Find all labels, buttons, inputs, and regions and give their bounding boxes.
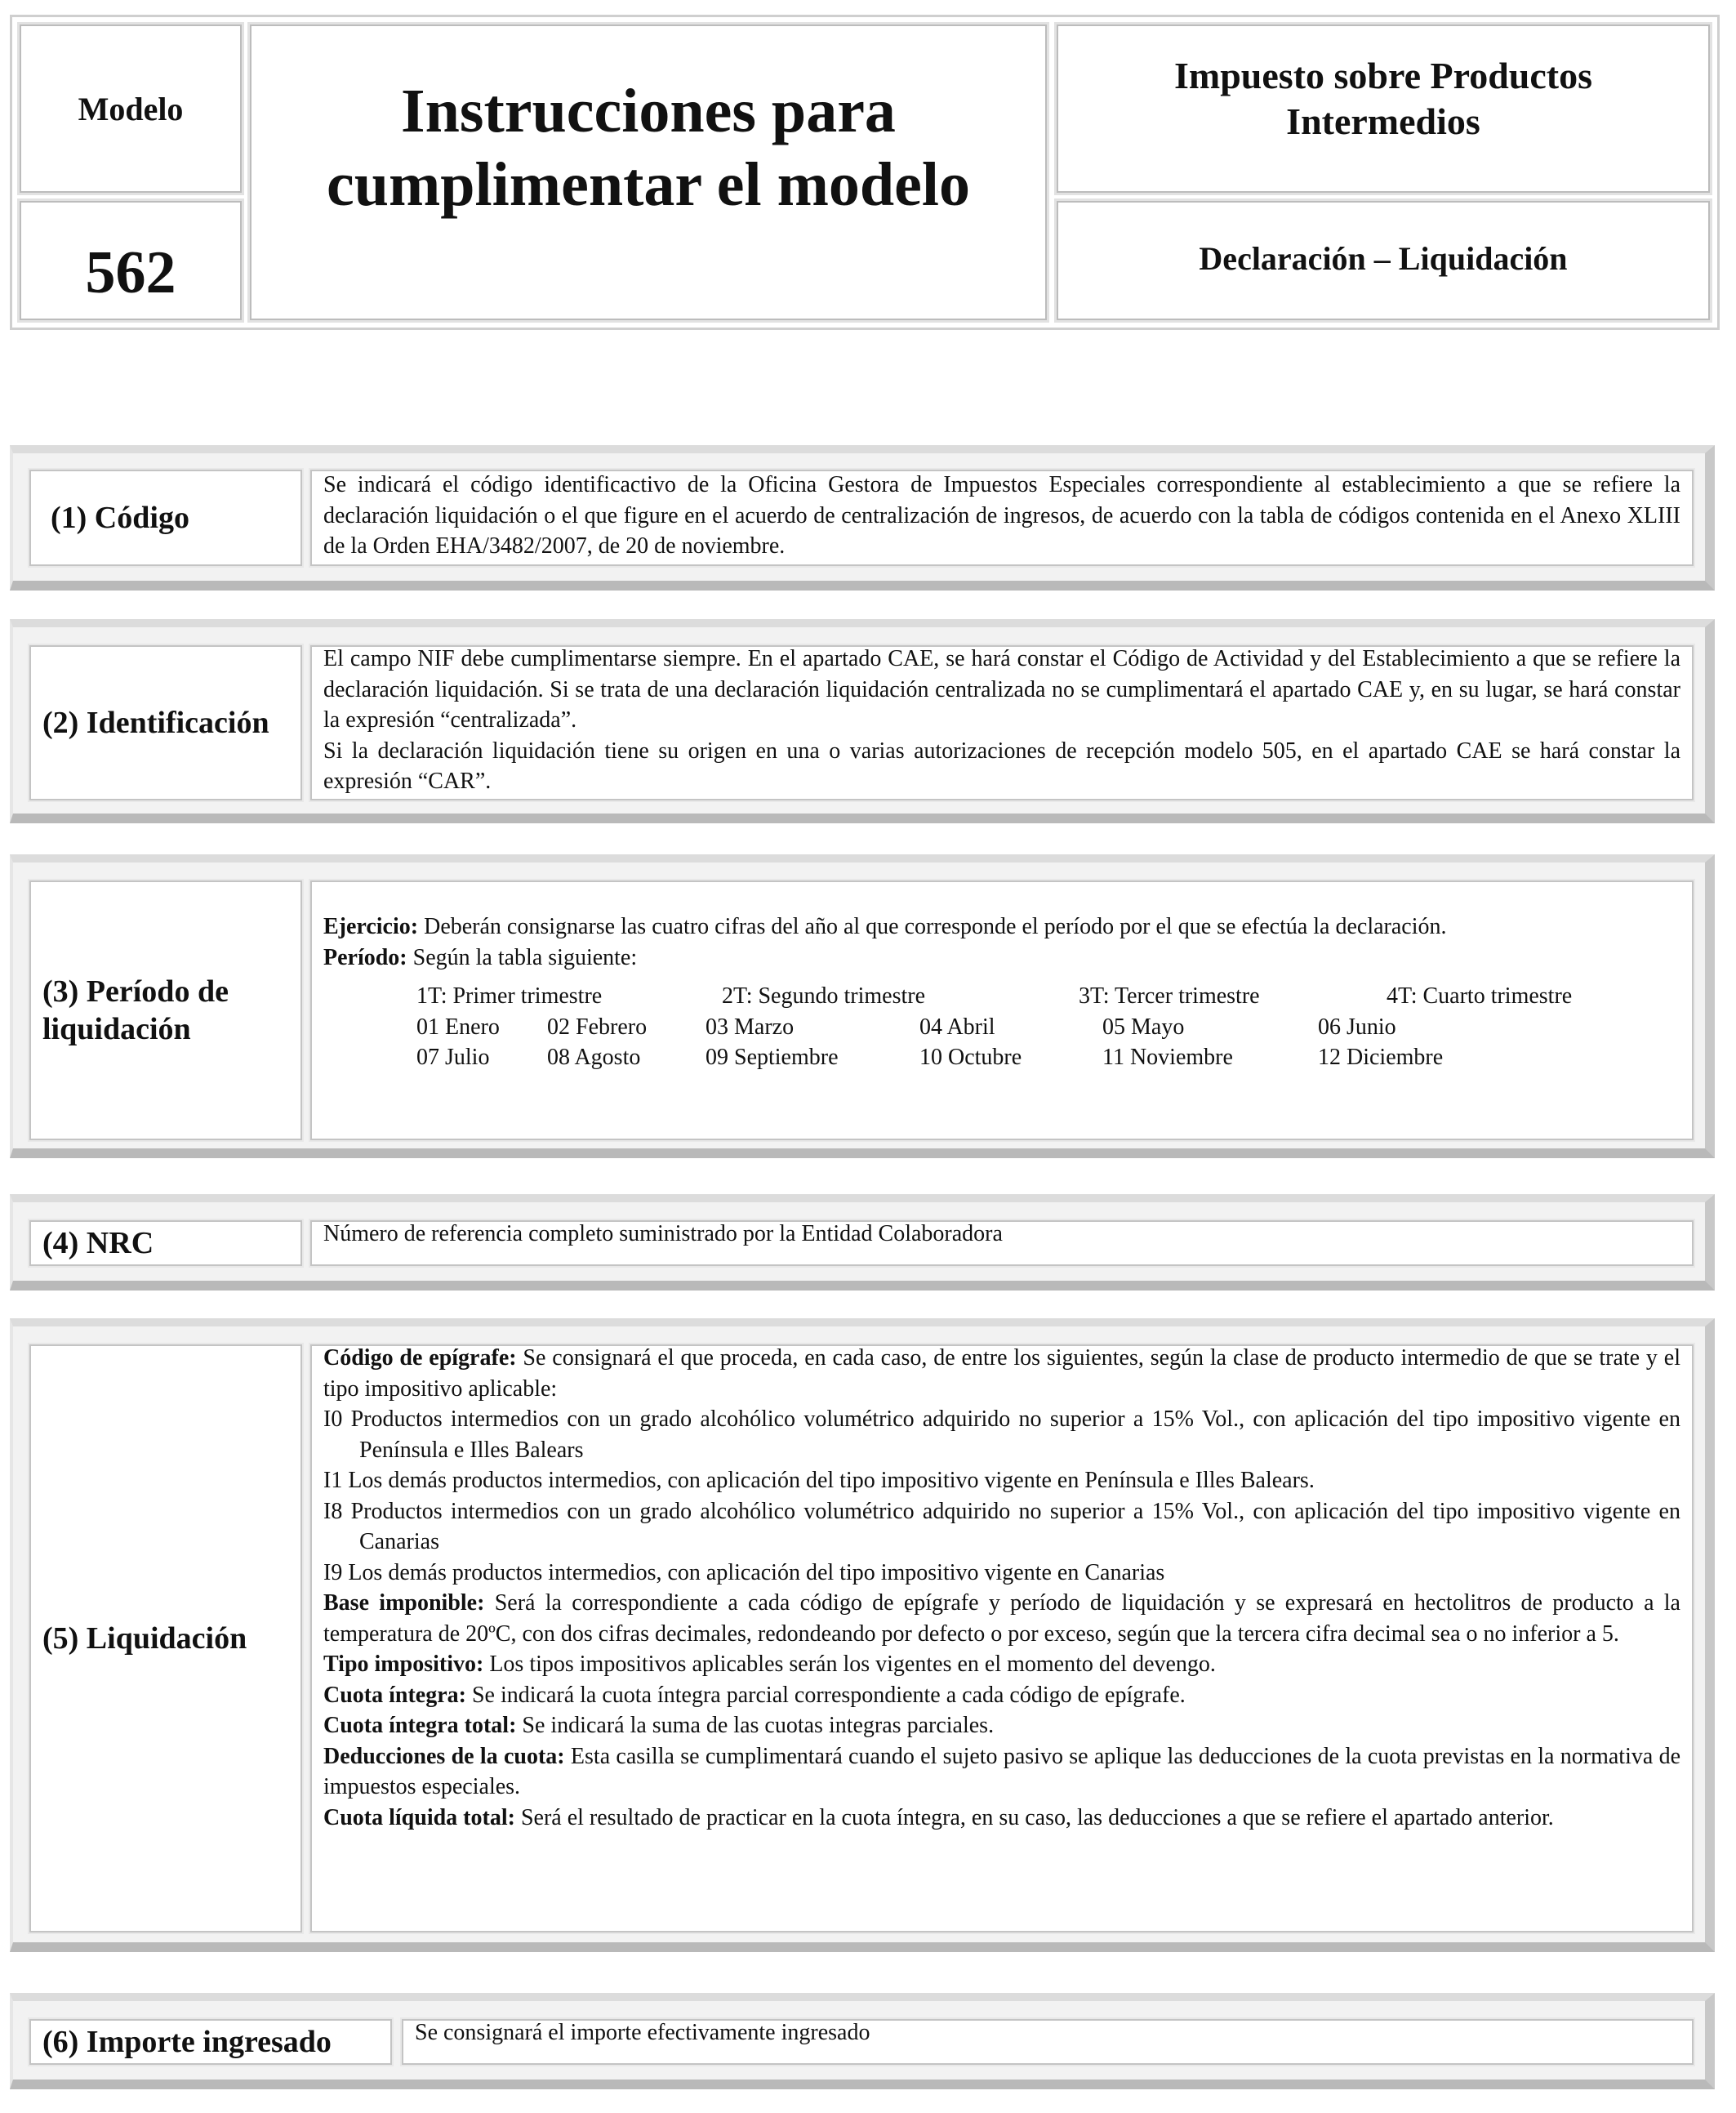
cuota-total-title: Cuota íntegra total:	[323, 1713, 517, 1738]
quarter-4: 4T: Cuarto trimestre	[1387, 983, 1573, 1009]
code-i8: I8 Productos intermedios con un grado alcohólico volumétrico adquirido no superior a 15% Vol., con aplicación del tipo impositivo vigente en Canarias	[323, 1498, 1680, 1554]
periodo-content	[310, 880, 1694, 1140]
epigrafe-line	[323, 1343, 1680, 1404]
ejercicio-line	[323, 912, 1680, 943]
periodo-label	[29, 880, 302, 1140]
cuota-total-line	[323, 1710, 1680, 1741]
tax-name	[1057, 25, 1710, 193]
epigrafe-title: Código de epígrafe:	[323, 1345, 517, 1371]
month-07: 07 Julio	[416, 1045, 490, 1070]
liquidacion-label-text: (5) Liquidación	[42, 1621, 247, 1656]
tipo-title: Tipo impositivo:	[323, 1652, 484, 1677]
modelo-number-text: 562	[85, 238, 176, 306]
month-01: 01 Enero	[416, 1014, 500, 1040]
cuota-line	[323, 1680, 1680, 1711]
tax-name-text: Impuesto sobre Productos Intermedios	[1174, 55, 1592, 142]
nrc-label-text: (4) NRC	[42, 1226, 154, 1260]
month-08: 08 Agosto	[547, 1045, 641, 1070]
period-table	[323, 981, 1680, 1073]
periodo-label-text: (3) Período de liquidación	[42, 974, 229, 1046]
epigrafe-text: Se consignará el que proceda, en cada caso, de entre los siguientes, según la clase de producto intermedio de que se trate y el tipo impositivo aplicable:	[323, 1345, 1680, 1402]
liquida-line	[323, 1803, 1680, 1834]
cuota-title: Cuota íntegra:	[323, 1682, 466, 1708]
month-03: 03 Marzo	[706, 1014, 795, 1040]
liquida-title: Cuota líquida total:	[323, 1804, 515, 1830]
importe-content	[402, 2019, 1694, 2065]
base-title: Base imponible:	[323, 1590, 485, 1616]
nrc-label	[29, 1220, 302, 1266]
doc-type-text: Declaración – Liquidación	[1199, 239, 1568, 277]
page-title-text: Instrucciones para cumplimentar el modelo	[326, 77, 971, 219]
nrc-content	[310, 1220, 1694, 1266]
month-11: 11 Noviembre	[1102, 1045, 1233, 1070]
months-row-2	[323, 1042, 1680, 1073]
code-i0: I0 Productos intermedios con un grado alcohólico volumétrico adquirido no superior a 15% Vol., con aplicación del tipo impositivo vigente en Península e Illes Balears	[323, 1406, 1680, 1463]
codigo-content	[310, 470, 1694, 566]
month-06: 06 Junio	[1318, 1014, 1396, 1040]
page-title	[250, 25, 1047, 320]
cuota-total-text: Se indicará la suma de las cuotas integras parciales.	[516, 1713, 995, 1738]
identificacion-label-text: (2) Identificación	[42, 706, 269, 740]
liquidacion-label	[29, 1344, 302, 1932]
month-02: 02 Febrero	[547, 1014, 648, 1040]
identificacion-content	[310, 645, 1694, 800]
code-i9: I9 Los demás productos intermedios, con aplicación del tipo impositivo vigente en Canarias	[323, 1559, 1165, 1585]
modelo-label-text: Modelo	[78, 90, 184, 127]
codigo-label	[29, 470, 302, 566]
base-line	[323, 1588, 1680, 1649]
importe-label-text: (6) Importe ingresado	[42, 2025, 332, 2059]
tipo-line	[323, 1649, 1680, 1680]
periodo-text: Según la tabla siguiente:	[407, 944, 638, 970]
importe-label	[29, 2019, 392, 2065]
identificacion-p1: El campo NIF debe cumplimentarse siempre. En el apartado CAE, se hará constar el Código de Actividad y del Establecimiento a que se refiere la declaración liquidación. Si se trata de una declaración liquidación centralizada no se cumplimentará el apartado CAE y, en su lugar, se hará constar la expresión “centralizada”.	[323, 646, 1680, 733]
ejercicio-text: Deberán consignarse las cuatro cifras del año al que corresponde el período por el que se efectúa la declaración.	[418, 914, 1447, 939]
nrc-text: Número de referencia completo suministrado por la Entidad Colaboradora	[323, 1221, 1003, 1246]
identificacion-p2: Si la declaración liquidación tiene su origen en una o varias autorizaciones de recepción modelo 505, en el apartado CAE se hará constar la expresión “CAR”.	[323, 738, 1680, 794]
doc-type	[1057, 201, 1710, 320]
importe-text: Se consignará el importe efectivamente ingresado	[415, 2020, 870, 2045]
modelo-label	[20, 25, 242, 193]
quarter-2: 2T: Segundo trimestre	[722, 983, 926, 1009]
liquidacion-content	[310, 1344, 1694, 1932]
tipo-text: Los tipos impositivos aplicables serán los vigentes en el momento del devengo.	[483, 1652, 1216, 1677]
quarters-row	[323, 981, 1680, 1012]
deducciones-line	[323, 1741, 1680, 1803]
deducciones-title: Deducciones de la cuota:	[323, 1743, 565, 1769]
cuota-text: Se indicará la cuota íntegra parcial correspondiente a cada código de epígrafe.	[465, 1682, 1186, 1708]
month-05: 05 Mayo	[1102, 1014, 1185, 1040]
codigo-text: Se indicará el código identificactivo de la Oficina Gestora de Impuestos Especiales correspondiente al establecimiento a que se refiere la declaración liquidación o el que figure en el acuerdo de centralización de ingresos, de acuerdo con la tabla de códigos contenida en el Anexo XLIII de la Orden EHA/3482/2007, de 20 de noviembre.	[323, 472, 1680, 559]
quarter-3: 3T: Tercer trimestre	[1079, 983, 1260, 1009]
month-12: 12 Diciembre	[1318, 1045, 1444, 1070]
quarter-1: 1T: Primer trimestre	[416, 983, 603, 1009]
identificacion-label	[29, 645, 302, 800]
deducciones-text: Esta casilla se cumplimentará cuando el sujeto pasivo se aplique las deducciones de la cuota previstas en la normativa de impuestos especiales.	[323, 1743, 1680, 1799]
liquida-text: Será el resultado de practicar en la cuota íntegra, en su caso, las deducciones a que se refiere el apartado anterior.	[514, 1804, 1554, 1830]
month-10: 10 Octubre	[919, 1045, 1022, 1070]
modelo-number	[20, 201, 242, 320]
code-i1: I1 Los demás productos intermedios, con aplicación del tipo impositivo vigente en Península e Illes Balears.	[323, 1468, 1315, 1493]
month-04: 04 Abril	[919, 1014, 995, 1040]
month-09: 09 Septiembre	[706, 1045, 839, 1070]
months-row-1	[323, 1012, 1680, 1043]
periodo-line	[323, 943, 1680, 974]
base-text: Será la correspondiente a cada código de epígrafe y período de liquidación y se expresará en hectolitros de producto a la temperatura de 20ºC, con dos cifras decimales, redondeando por defecto o por exceso, según que la tercera cifra decimal sea o no inferior a 5.	[323, 1590, 1680, 1647]
periodo-title: Período:	[323, 944, 407, 970]
codigo-label-text: (1) Código	[51, 501, 189, 535]
ejercicio-title: Ejercicio:	[323, 914, 419, 939]
